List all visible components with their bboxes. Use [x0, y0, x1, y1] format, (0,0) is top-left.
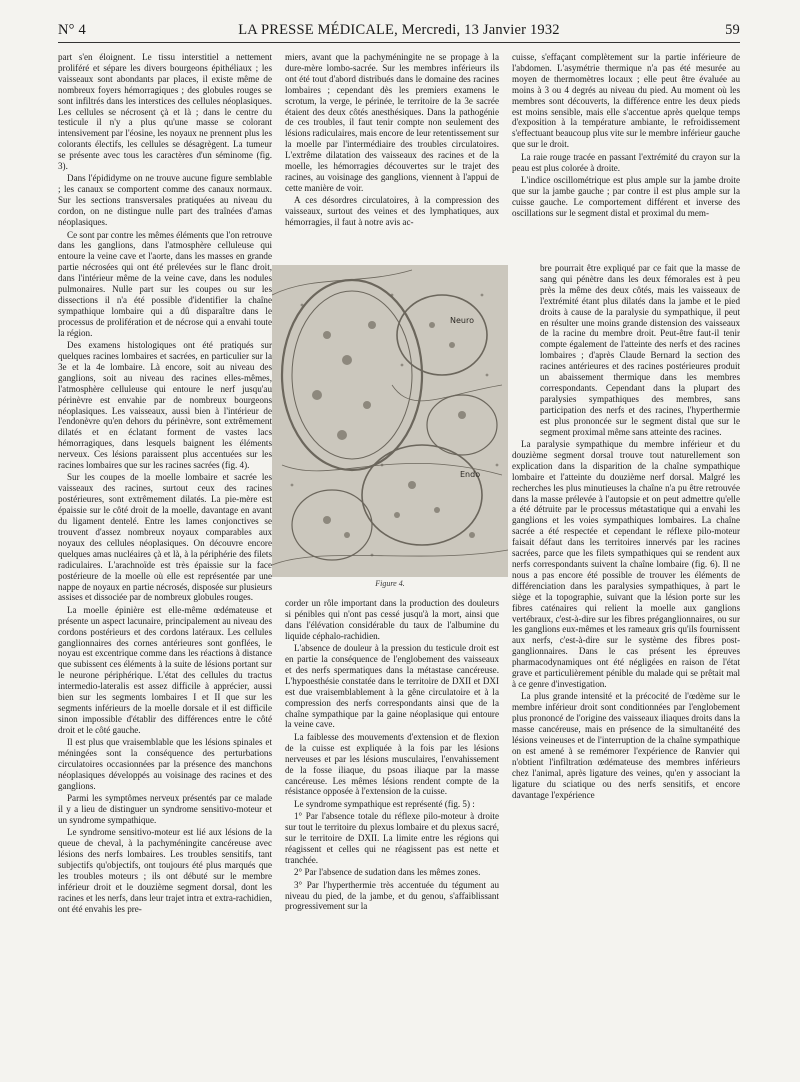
figure-label-neuron: Neuro	[450, 316, 474, 325]
figure-label-endo: Endo	[460, 470, 481, 479]
page-header	[58, 22, 740, 42]
figure-caption: Figure 4.	[375, 579, 405, 588]
paragraph: corder un rôle important dans la production des douleurs si pénibles qui n'ont pas cessé jusqu'à la mort, ainsi que dans l'élévation considérable du taux de l'albumine du liquide céphalo-rachidien.	[285, 598, 499, 641]
paragraph: Ce sont par contre les mêmes éléments que l'on retrouve dans les ganglions, dans l'atmosphère celluleuse qui entoure la veine cave et l'aorte, dans les masses en grande partie nécrosées qui ont été prélevées sur le flanc droit, dans l'intérieur même de la veine cave, dans les nodules pulmonaires. Nulle part sur les coupes ou sur les dissections il n'a été possible d'identifier la chaîne sympathique lombaire qui a dû disparaître dans le processus de prolifération et de nécrose qui a envahi toute la région.	[58, 229, 272, 338]
paragraph: Dans l'épididyme on ne trouve aucune figure semblable ; les canaux se comportent comme des canaux normaux. Sur les sections transversales pratiquées au niveau du cordon, on ne distingue nulle part des traînées d'amas néoplasiques.	[58, 173, 272, 228]
column-right-bottom	[512, 263, 740, 1064]
paragraph: La faiblesse des mouvements d'extension et de flexion de la cuisse est expliquée à la fois par les lésions nerveuses et par les lésions musculaires, l'envahissement de la fosse iliaque, du psoas iliaque par la masse cancéreuse. Les mêmes lésions rendent compte de la résistance opposée à l'extension de la cuisse.	[285, 731, 499, 797]
paragraph: 2° Par l'absence de sudation dans les mêmes zones.	[294, 867, 481, 878]
column-left	[58, 52, 272, 1064]
paragraph: A ces désordres circulatoires, à la compression des vaisseaux, surtout des veines et des lymphatiques, aux hémorragies, il faut à notre avis ac-	[285, 195, 499, 228]
paragraph: Il est plus que vraisemblable que les lésions spinales et méningées sont la conséquence des perturbations circulatoires occasionnées par la présence des manchons néoplasiques développés au voisinage des racines et des ganglions.	[58, 737, 272, 791]
paragraph: La moelle épinière est elle-même œdémateuse et présente un aspect lacunaire, principalement au niveau des cordons postérieurs et des cordons latéraux. Les cellules ganglionnaires des cornes antérieures sont gonflées, le noyau est excentrique comme dans les réactions à distance que subissent ces éléments à la suite de lésions portant sur le neurone périphérique. L'état des cellules du tractus intermedio-lateralis est assez difficile à apprécier, aussi bien sur les segments lombaires I et II que sur les segments inférieurs de la moelle dorsale et il est difficile sinon impossible d'établir des différences entre le côté droit et le côté gauche.	[58, 604, 272, 735]
paragraph: Le syndrome sensitivo-moteur est lié aux lésions de la queue de cheval, à la pachyméningite cancéreuse avec lésions des nerfs lombaires. Les troubles sensitifs, tant subjectifs qu'objectifs, ont toujours été plus marqués que les troubles moteurs ; ils ont débuté sur le membre inférieur droit et le douzième segment dorsal, dont les racines et les nerfs, dans leur trajet intra et extra-rachidien, ont été envahis les pre-	[58, 827, 272, 914]
column-middle-top	[285, 52, 499, 259]
paragraph: La raie rouge tracée en passant l'extrémité du crayon sur la peau est plus colorée à droite.	[512, 151, 740, 173]
paragraph: La paralysie sympathique du membre inférieur et du douzième segment dorsal trouve tout naturellement son explication dans la disparition de la chaîne sympathique lombaire et l'atteinte du douzième nerf dorsal. Malgré les recherches les plus minutieuses la chaîne n'a pu être retrouvée dans la masse prélevée à l'autopsie et on peut admettre qu'elle a été détruite par le processus métastatique qui a envahi les ganglions et les voies sympathiques lombaires. La chaîne sacrée a été respectée et cependant le réflexe pilo-moteur faisait défaut dans les territoires innervés par les racines sacrées, parce que les filets sympathiques qui se rendent aux nerfs correspondants suivent la chaîne lombaire (fig. 6). Il ne nous a pas encore été possible de trouver les éléments de différenciation dans les paralysies sympathiques, à part le siège et la topographie, suivant que la lésion porte sur les fibres caténaires qui relient la moelle aux ganglions vertébraux, c'est-à-dire sur les fibres préganglionnaires, ou sur les ganglions eux-mêmes et les rameaux gris qu'ils fournissent aux nerfs, c'est-à-dire sur le système des fibres post-ganglionnaires. Dans le cas présent les épreuves pharmacodynamiques ont été négligées en raison de l'état grave et particulièrement pénible du malade qui se prêtait mal à ce genre d'investigation.	[512, 439, 740, 689]
paragraph: Des examens histologiques ont été pratiqués sur quelques racines lombaires et sacrées, en particulier sur la 3e et la 4e lombaire. Là encore, soit au niveau des ganglions, soit au niveau des racines elles-mêmes, l'atmosphère celluleuse qui entoure le nerf jusqu'au périnèvre est envahie par de nombreux bourgeons néoplasiques. Les vaisseaux, aussi bien à l'intérieur de l'endonèvre qu'en dehors du périnèvre, sont extrêmement dilatés et en éclatant forment de vastes lacs hémorragiques, dans lesquels baignent les éléments nerveux. Ces lésions paraissent plus accentuées sur les racines lombaires que sur les racines sacrées (fig. 4).	[58, 340, 272, 471]
issue-number: N° 4	[58, 22, 86, 38]
paragraph: La plus grande intensité et la précocité de l'œdème sur le membre inférieur droit sont conditionnées par l'englobement plus prononcé de l'origine des vaisseaux iliaques droits dans la masse cancéreuse, mais en présence de la simultanéité des lésions veineuses et de l'interruption de la chaîne sympathique on est amené à se remémorer l'expérience de Ranvier qui n'obtient l'infiltration œdémateuse des membres inférieurs chez l'animal, après ligature des veines, qu'en y associant la ligature du sciatique ou des nerfs sensitifs, et encore davantage l'expérience	[512, 691, 740, 800]
paragraph: bre pourrait être expliqué par ce fait que la masse de sang qui pénètre dans les deux fémorales est à peu près la même des deux côtés, mais les vaisseaux de l'extrémité étant plus dilatés dans la jambe et le pied droits à cause de la paralysie du sympathique, il peut en résulter une moins grande distension des vaisseaux de la racine du membre droit. Peut-être faut-il tenir compte également de l'atteinte des nerfs et des racines lombaires ; d'après Claude Bernard la section des racines antérieures et des racines postérieures produit un abaissement thermique dans les membres correspondants. Cependant dans la plupart des paralysies sympathiques des membres, sans participation des nerfs et des racines, l'hyperthermie est plus prononcée sur le segment distal que sur le segment proximal même sans atteinte des racines.	[540, 263, 740, 437]
paragraph: miers, avant que la pachyméningite ne se propage à la dure-mère lombo-sacrée. Sur les membres inférieurs ils ont été tout d'abord distribués dans le domaine des racines lombaires ; cependant dès les premiers examens le scrotum, la verge, le périnée, le territoire de la 3e sacrée étaient des deux côtés anesthésiques. Dans la pathogénie de ces troubles, il faut tenir compte non seulement des lésions radiculaires, mais encore de leur retentissement sur la moelle par l'intermédiaire des troubles circulatoires. L'extrême dilatation des vaisseaux des racines et de la moelle, les hémorragies découvertes sur le trajet des racines, au voisinage des ganglions, viennent à l'appui de cette manière de voir.	[285, 52, 499, 193]
paragraph: Le syndrome sympathique est représenté (fig. 5) :	[294, 798, 475, 809]
paragraph: part s'en éloignent. Le tissu interstitiel a nettement proliféré et sépare les divers bourgeons épithéliaux ; les vaisseaux sont abondants par places, il existe même de nombreux foyers hémorragiques ; des globules rouges se sont infiltrés dans les interstices des cellules néoplasiques. Les cellules se nécrosent çà et là ; dans le centre du testicule il n'y a plus qu'une masse se colorant intensivement par l'éosine, les noyaux ne prennent plus les colorants électifs, les cellules se désagrègent. La tumeur se présente avec tous les caractères d'un séminome (fig. 3).	[58, 52, 272, 172]
column-right-top	[512, 52, 740, 259]
paragraph: cuisse, s'effaçant complètement sur la partie inférieure de l'abdomen. L'asymétrie thermique n'a pas été mesurée au moyen de thermomètres locaux ; elle peut être évaluée au moins à 3 ou 4 degrés au niveau du pied. Au moment où les membres sont découverts, la différence entre les deux pieds est moins sensible, mais elle s'accentue après quelque temps d'exposition à la température ambiante, le refroidissement s'effectuant beaucoup plus vite sur le membre inférieur gauche que sur le droit.	[512, 52, 740, 150]
header-rule	[58, 42, 740, 43]
paragraph: 3° Par l'hyperthermie très accentuée du tégument au niveau du pied, de la jambe, et du genou, s'affaiblissant progressivement sur la	[285, 879, 499, 912]
paragraph: Parmi les symptômes nerveux présentés par ce malade il y a lieu de distinguer un syndrome sensitivo-moteur et un syndrome sympathique.	[58, 793, 272, 826]
micrograph-figure	[272, 265, 508, 577]
paragraph: L'absence de douleur à la pression du testicule droit est en partie la conséquence de l'englobement des vaisseaux et des nerfs spermatiques dans la métastase cancéreuse. L'hypoesthésie constatée dans le territoire de DXII et DXI est due vraisemblablement à la gêne circulatoire et à la compression des nerfs correspondants ainsi que de la chaîne sympathique par la gaine néoplasique qui entoure la veine cave.	[285, 643, 499, 730]
paragraph: Sur les coupes de la moelle lombaire et sacrée les vaisseaux des racines, surtout ceux des racines postérieures, sont extrêmement dilatés. La pie-mère est épaissie sur le côté droit de la moelle, davantage en avant du ligament dentelé. Entre les lames conjonctives se trouvent d'assez nombreux noyaux comparables aux noyaux des cellules néoplasiques. On découvre encore quelques amas nucléaires çà et là, à la périphérie des filets radiculaires. L'arachnoïde est très épaissie sur la face postérieure de la moelle où elle est représentée par une nappe de noyaux en partie nécrosés, disposée sur plusieurs assises et dissociée par de nombreux globules rouges.	[58, 472, 272, 603]
page-number: 59	[725, 22, 740, 38]
paragraph: L'indice oscillométrique est plus ample sur la jambe droite que sur la jambe gauche ; par contre il est plus ample sur la cuisse gauche. Le comportement différent et inverse des oscillations sur le segment distal et proximal du mem-	[512, 174, 740, 218]
column-middle-bottom	[285, 598, 499, 1064]
micrograph-image	[272, 265, 508, 577]
paragraph: 1° Par l'absence totale du réflexe pilo-moteur à droite sur tout le territoire du plexus lombaire et du plexus sacré, sur le territoire de DXII. La limite entre les régions qui réagissent et celles qui ne réagissent pas est nette et tranchée.	[285, 811, 499, 865]
journal-title: LA PRESSE MÉDICALE, Mercredi, 13 Janvier 1932	[238, 22, 560, 38]
